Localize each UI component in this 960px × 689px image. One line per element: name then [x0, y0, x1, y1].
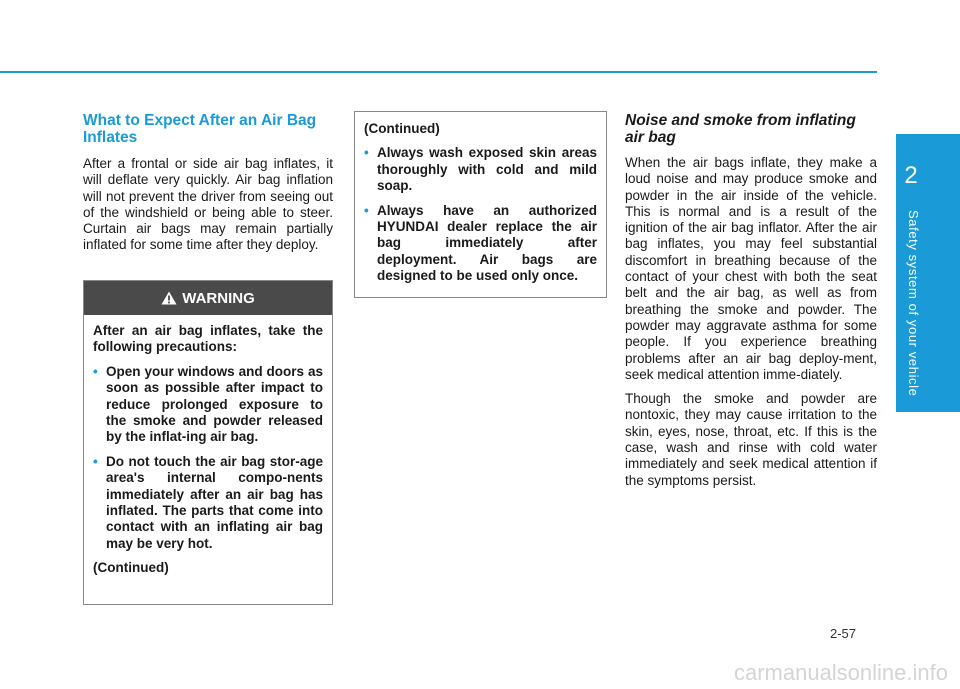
- subsection-paragraph: Though the smoke and powder are nontoxic, they may cause irritation to the skin, eyes, nose, throat, etc. If this is the case, wash and rinse with cold water immediately and seek medical attention if the symptoms persist.: [625, 391, 877, 488]
- warning-header: [84, 281, 332, 315]
- continued-bullet: • Always wash exposed skin areas thoroughly with cold and mild soap.: [364, 145, 597, 194]
- warning-title: WARNING: [182, 289, 255, 307]
- chapter-tab: [896, 134, 960, 412]
- continued-warning-box: [354, 111, 607, 298]
- warning-continued: (Continued): [93, 560, 169, 576]
- section-paragraph: After a frontal or side air bag inflates, it will deflate very quickly. Air bag inflation will not prevent the driver from seeing out of the windshield or being able to steer. Curtain air bags may remain partially inflated for some time after they deploy.: [83, 156, 333, 253]
- warning-intro: After an air bag inflates, take the following precautions:: [93, 323, 323, 355]
- column-right: [625, 112, 877, 497]
- page-number: 2-57: [830, 626, 857, 641]
- chapter-title: Safety system of your vehicle: [906, 210, 921, 397]
- warning-box: [83, 280, 333, 605]
- subsection-paragraph: When the air bags inflate, they make a loud noise and may produce smoke and powder in the air inside of the vehicle. This is normal and is a result of the ignition of the air bag inflator. After the air bag inflates, you may feel substantial discomfort in breathing because of the contact of your chest with both the seat belt and the air bag, as well as from breathing the smoke and powder. The powder may aggravate asthma for some people. If you experience breathing problems after an air bag deploy-ment, seek medical attention imme-diately.: [625, 155, 877, 382]
- watermark: carmanualsonline.info: [733, 660, 948, 685]
- warning-body: [84, 315, 332, 577]
- subsection-heading: Noise and smoke from inflating air bag: [625, 112, 856, 146]
- header-rule: [0, 71, 877, 73]
- continued-label: (Continued): [364, 121, 440, 136]
- warning-bullet: • Do not touch the air bag stor-age area's internal compo-nents immediately after an air bag has inflated. The parts that come into contact with an inflating air bag may be very hot.: [93, 454, 323, 552]
- continued-body: [355, 112, 606, 285]
- chapter-number: 2: [904, 162, 918, 189]
- continued-bullet: • Always have an authorized HYUNDAI dealer replace the air bag immediately after deployment. Air bags are designed to be used only once.: [364, 203, 597, 285]
- warning-bullet: • Open your windows and doors as soon as possible after impact to reduce prolonged exposure to the smoke and powder released by the inflat-ing air bag.: [93, 364, 323, 446]
- section-heading: What to Expect After an Air Bag Inflates: [83, 112, 317, 146]
- column-left: [83, 112, 333, 262]
- warning-triangle-icon: [161, 291, 177, 305]
